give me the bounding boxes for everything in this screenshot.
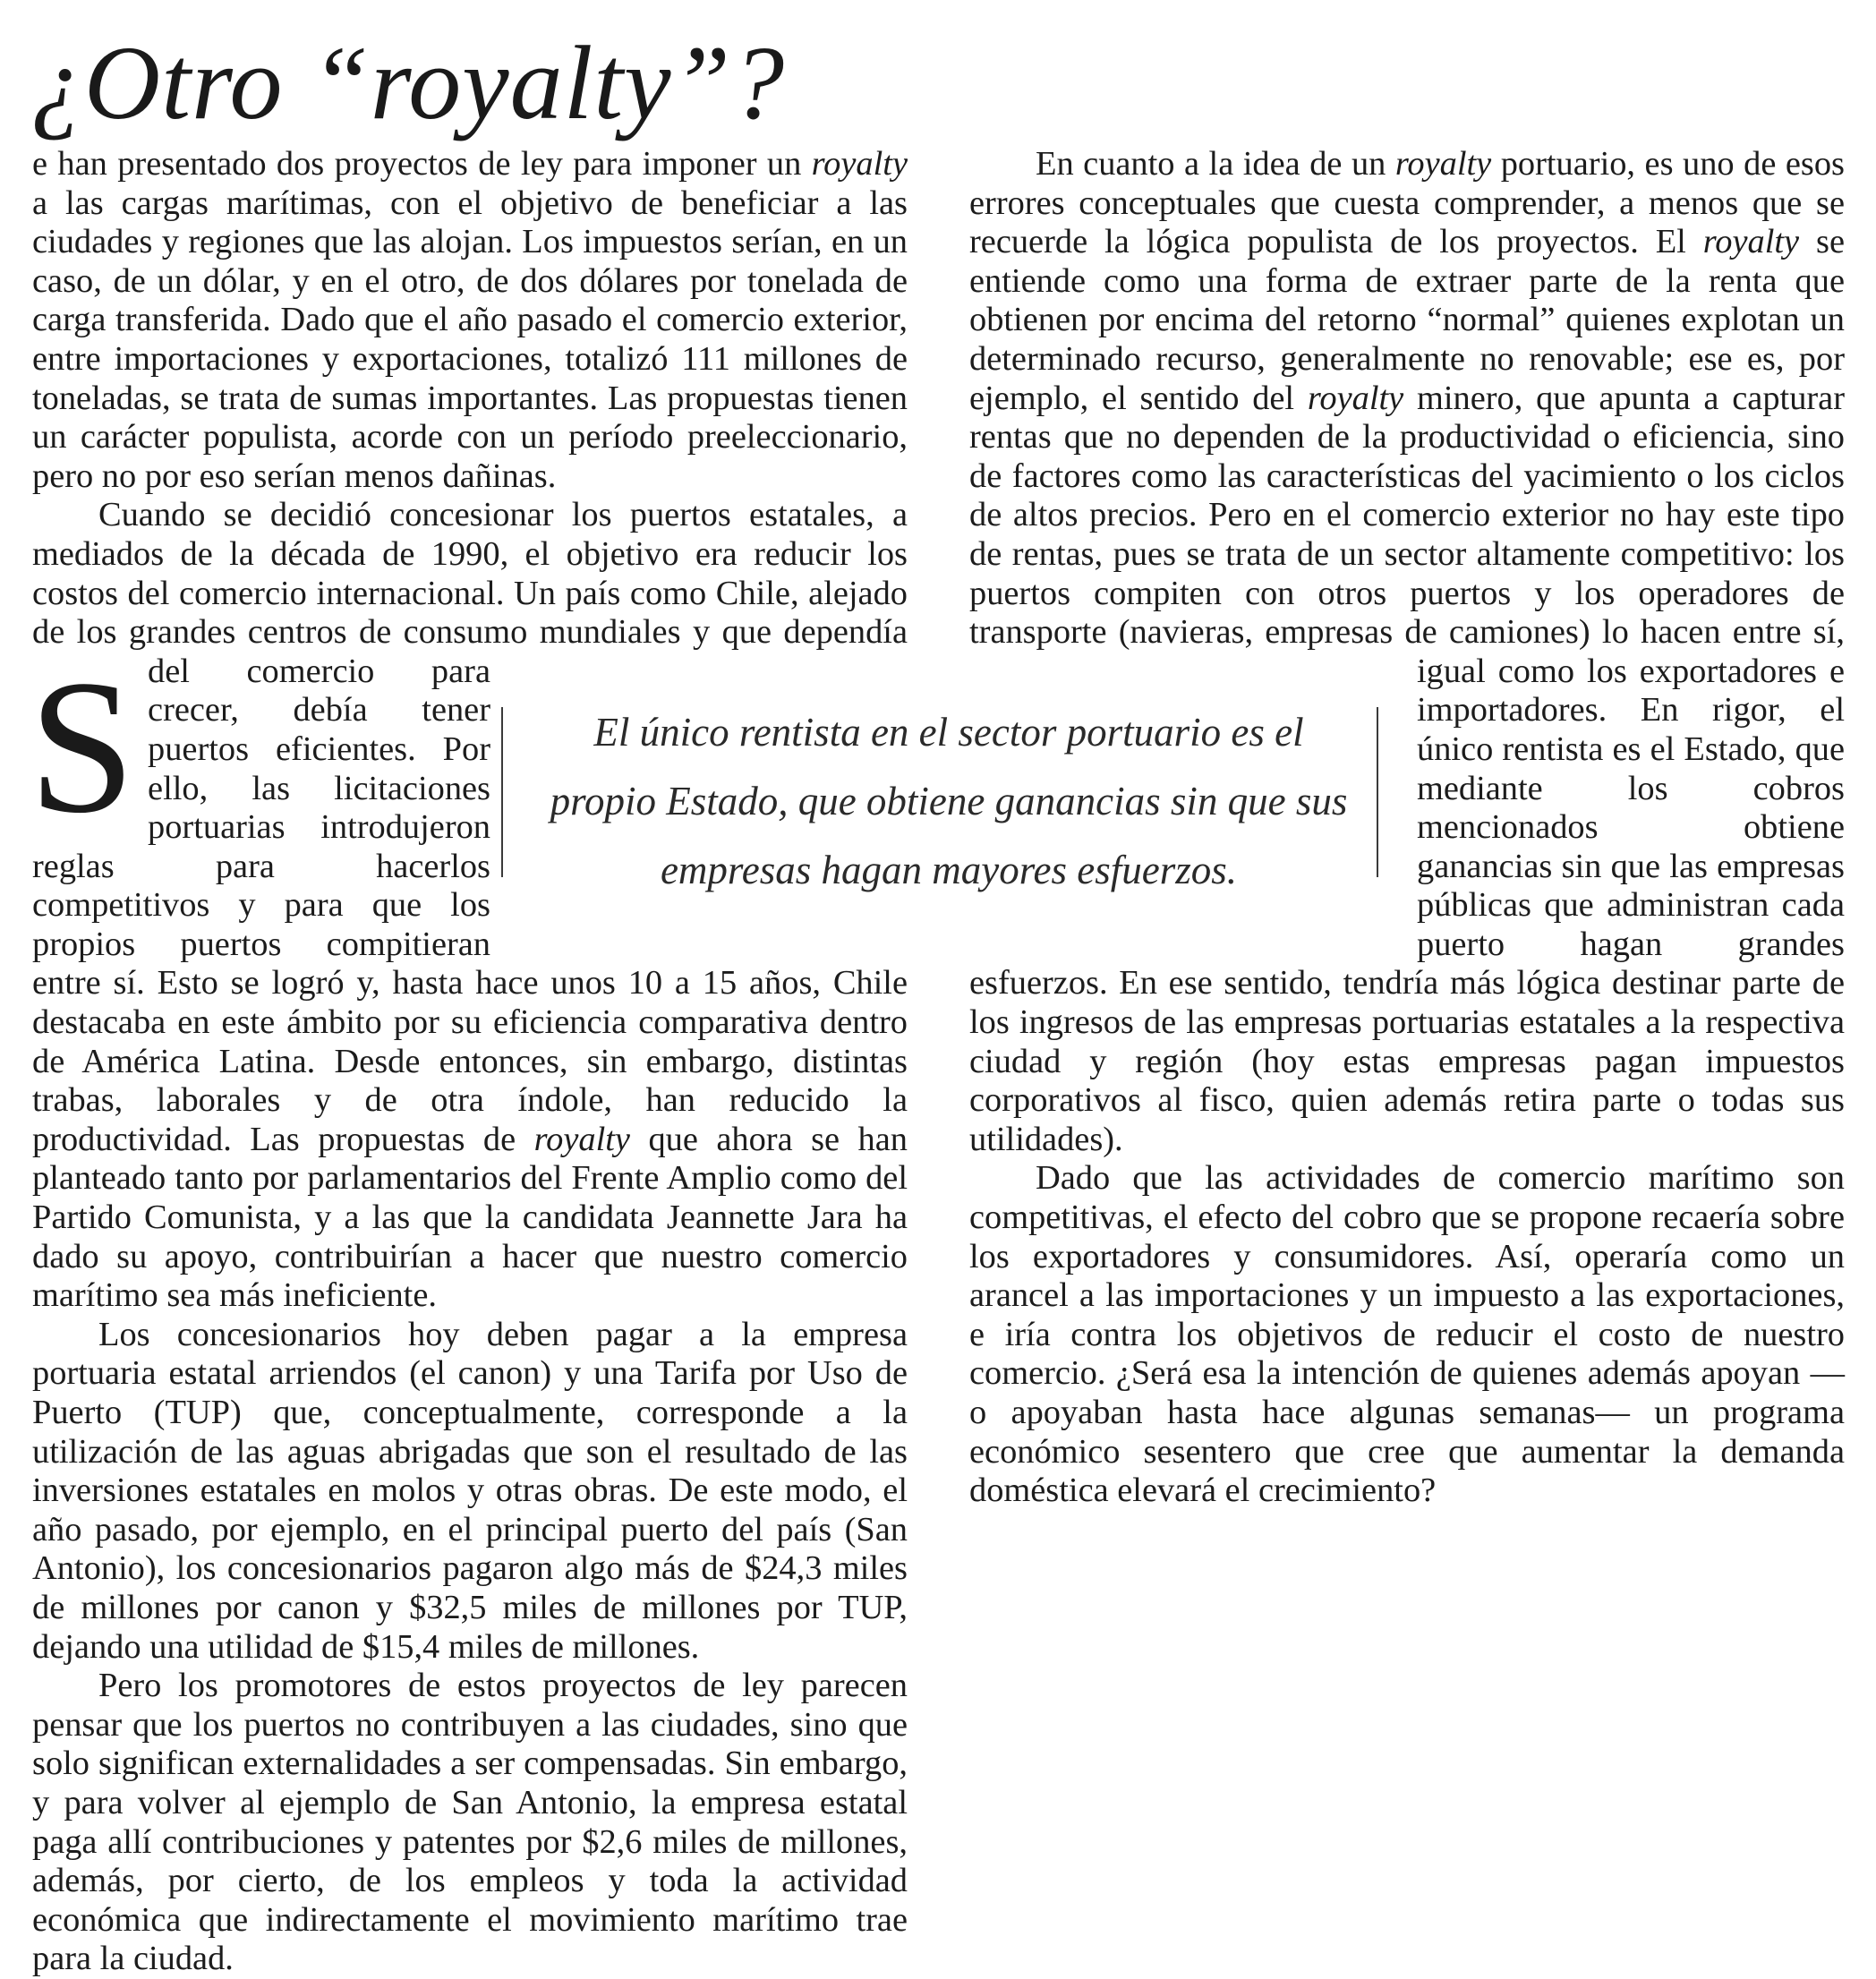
article-paragraph-2: Cuando se decidió concesionar los puertos estatales, a mediados de la década de 1990, el objetivo era reducir los costos del comercio internacional. Un país como Chile, alejado de los grandes centros de consumo mundiales y que dependía del comercio para crecer, debía tener puertos eficientes. Por ello, las licitaciones portuarias introdujeron reglas para hacerlos competitivos y para que los propios puertos compitieran entre sí. Esto se logró y, hasta hace unos 10 a 15 años, Chile destacaba en este ámbito por su eficiencia comparativa dentro de América Latina. Desde entonces, sin embargo, distintas trabas, laborales y de otra índole, han reducido la productividad. Las propuestas de royalty que ahora se han planteado tanto por parlamentarios del Frente Amplio como del Partido Comunista, y a las que la candidata Jeannette Jara ha dado su apoyo, contribuirían a hacer que nuestro comercio marítimo sea más ineficiente. — [32, 496, 908, 1315]
article-paragraph-3: Los concesionarios hoy deben pagar a la empresa portuaria estatal arriendos (el canon) y una Tarifa por Uso de Puerto (TUP) que, conceptualmente, corresponde a la utilización de las aguas abrigadas que son el resultado de las inversiones estatales en molos y otras obras. De este modo, el año pasado, por ejemplo, en el principal puerto del país (San Antonio), los concesionarios pagaron algo más de $24,3 miles de millones por canon y $32,5 miles de millones por TUP, dejando una utilidad de $15,4 miles de millones. — [32, 1315, 908, 1666]
article-column-left — [29, 145, 908, 1979]
pullquote-text: El único rentista en el sector portuario es el propio Estado, que obtiene ganancias sin que sus empresas hagan mayores esfuerzos. — [550, 710, 1348, 892]
article-paragraph-6: Dado que las actividades de comercio marítimo son competitivas, el efecto del cobro que se propone recaería sobre los exportadores y consumidores. Así, operaría como un arancel a las importaciones y un impuesto a las exportaciones, e iría contra los objetivos de reducir el costo de nuestro comercio. ¿Será esa la intención de quienes además apoyan —o apoyaban hasta hace algunas semanas— un programa económico sesentero que cree que aumentar la demanda doméstica elevará el crecimiento? — [969, 1159, 1845, 1510]
pullquote — [501, 698, 1396, 895]
article-paragraph-4-start: Pero los promotores de estos proyectos de ley parecen pensar que los puertos no contribuyen a las ciudades, sino que solo significan externalidades a ser compensadas. Sin embargo, y para volver al ejemplo de San Antonio, la empresa estatal paga allí contribuciones y patentes por $2,6 miles de millones, además, por cierto, de los empleos y toda la actividad económica que indirectamente el movimiento marítimo trae para la ciudad. — [32, 1667, 908, 1978]
drop-cap: S — [29, 641, 136, 853]
article-headline: ¿Otro “royalty”? — [30, 24, 786, 141]
article-paragraph-1: S e han presentado dos proyectos de ley para imponer un royalty a las cargas marítimas, con el objetivo de beneficiar a las ciudades y regiones que las alojan. Los impuestos serían, en un caso, de un dólar, y en el otro, de dos dólares por tonelada de carga transferida. Dado que el año pasado el comercio exterior, entre importaciones y exportaciones, totalizó 111 millones de toneladas, se trata de sumas importantes. Las propuestas tienen un carácter populista, acorde con un período preeleccionario, pero no por eso serían menos dañinas. — [29, 145, 908, 853]
article-paragraph-5: En cuanto a la idea de un royalty portuario, es uno de esos errores conceptuales que cuesta comprender, a menos que se recuerde la lógica populista de los proyectos. El royalty se entiende como una forma de extraer parte de la renta que obtienen por encima del retorno “normal” quienes explotan un determinado recurso, generalmente no renovable; ese es, por ejemplo, el sentido del royalty minero, que apunta a capturar rentas que no dependen de la productividad o eficiencia, sino de factores como las características del yacimiento o los ciclos de altos precios. Pero en el comercio exterior no hay este tipo de rentas, pues se trata de un sector altamente competitivo: los puertos compiten con otros puertos y los operadores de transporte (navieras, empresas de camiones) lo hacen entre sí, igual como los exportadores e importadores. En rigor, el único rentista es el Estado, que mediante los cobros mencionados obtiene ganancias sin que las empresas públicas que administran cada puerto hagan grandes esfuerzos. En ese sentido, tendría más lógica destinar parte de los ingresos de las empresas portuarias estatales a la respectiva ciudad y región (hoy estas empresas pagan impuestos corporativos al fisco, quien además retira parte o todas sus utilidades). — [969, 145, 1845, 1158]
